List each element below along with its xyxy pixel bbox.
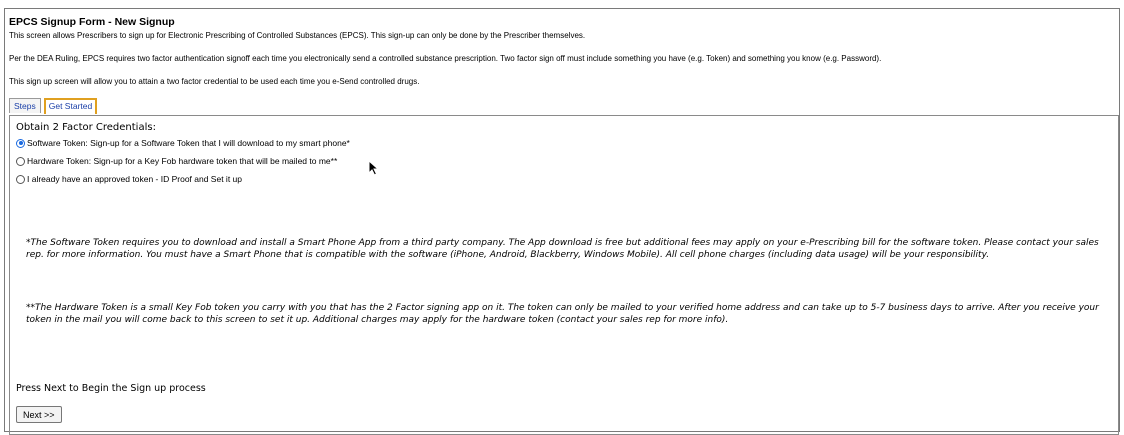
next-button[interactable]: Next >>: [16, 406, 62, 423]
mouse-pointer-icon: [368, 160, 380, 176]
next-instruction: Press Next to Begin the Sign up process: [16, 383, 206, 394]
option-existing-token[interactable]: [16, 174, 242, 184]
tab-get-started[interactable]: Get Started: [44, 98, 97, 114]
option-hardware-token[interactable]: [16, 156, 337, 166]
tab-steps[interactable]: Steps: [9, 98, 41, 113]
radio-hardware-token[interactable]: [16, 157, 25, 166]
page-title: EPCS Signup Form - New Signup: [9, 16, 175, 28]
radio-software-token[interactable]: [16, 139, 25, 148]
option-hardware-token-label: Hardware Token: Sign-up for a Key Fob hardware token that will be mailed to me**: [27, 156, 338, 166]
radio-existing-token[interactable]: [16, 175, 25, 184]
intro-text-2: Per the DEA Ruling, EPCS requires two factor authentication signoff each time you electronically send a controlled substance prescription. Two factor sign off must include something you have (e.g. Token) and something you know (e.g. Password).: [9, 54, 882, 63]
tab-bar: [9, 98, 97, 114]
intro-text-3: This sign up screen will allow you to attain a two factor credential to be used each time you e-Send controlled drugs.: [9, 77, 420, 86]
hardware-token-note: **The Hardware Token is a small Key Fob token you carry with you that has the 2 Factor signing app on it. The token can only be mailed to your verified home address and can take up to 5-7 business days to arrive. After you receive your token in the mail you will come back to this screen to set it up. Additional charges may apply for the hardware token (contact your sales rep for more info).: [26, 303, 1099, 325]
intro-text-1: This screen allows Prescribers to sign up for Electronic Prescribing of Controlled Substances (EPCS). This sign-up can only be done by the Prescriber themselves.: [9, 31, 586, 40]
option-software-token-label: Software Token: Sign-up for a Software Token that I will download to my smart phone*: [27, 138, 350, 148]
credentials-heading: Obtain 2 Factor Credentials:: [16, 122, 156, 133]
software-token-note: *The Software Token requires you to download and install a Smart Phone App from a third party company. The App download is free but additional fees may apply on your e-Prescribing bill for the software token. Please contact your sales rep. for more information. You must have a Smart Phone that is compatible with the software (iPhone, Android, Blackberry, Windows Mobile). All cell phone charges (including data usage) will be your responsibility.: [26, 238, 1099, 260]
option-existing-token-label: I already have an approved token - ID Proof and Set it up: [27, 174, 242, 184]
option-software-token[interactable]: [16, 138, 350, 148]
